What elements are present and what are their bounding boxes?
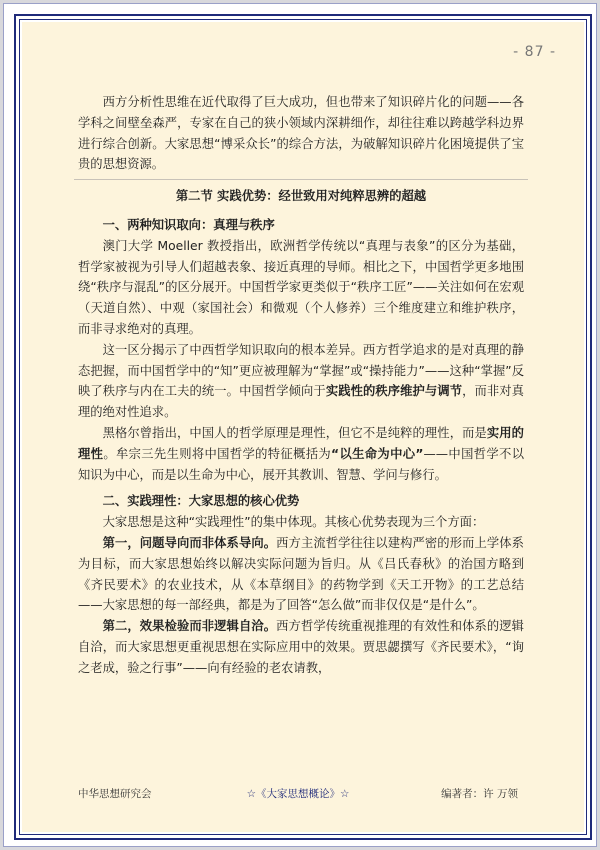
paragraph: 黑格尔曾指出，中国人的哲学原理是理性，但它不是纯粹的理性，而是实用的理性。牟宗三先生则将中国哲学的特征概括为“以生命为中心”——中国哲学不以知识为中心，而是以生命为中心，展开其教训、智慧、学问与修行。 xyxy=(78,425,524,482)
paragraph: 这一区分揭示了中西哲学知识取向的根本差异。西方哲学追求的是对真理的静态把握，而中国哲学中的“知”更应被理解为“掌握”或“操持能力”——这种“掌握”反映了秩序与内在工夫的统一。中国哲学倾向于实践性的秩序维护与调节，而非对真理的绝对性追求。 xyxy=(78,342,524,420)
footer-author: 编著者：许 万领 xyxy=(441,788,518,800)
paragraph: 第二，效果检验而非逻辑自洽。西方哲学传统重视推理的有效性和体系的逻辑自洽，而大家思想更重视思想在实际应用中的效果。贾思勰撰写《齐民要术》，“询之老成，验之行事”——向有经验的老农请教， xyxy=(78,619,524,675)
paragraph: 澳门大学 Moeller 教授指出，欧洲哲学传统以“真理与表象”的区分为基础，哲学家被视为引导人们超越表象、接近真理的导师。相比之下，中国哲学更多地围绕“秩序与混乱”的区分展开。中国哲学家更类似于“秩序工匠”——关注如何在宏观（天道自然）、中观（家国社会）和微观（个人修养）三个维度建立和维护秩序，而非寻求绝对的真理。 xyxy=(78,238,524,336)
page-number: - 87 - xyxy=(513,44,556,60)
page-content xyxy=(78,92,524,679)
page-footer xyxy=(78,786,518,804)
footer-book-title: ☆《大家思想概论》☆ xyxy=(246,788,350,800)
intro-paragraph: 西方分析性思维在近代取得了巨大成功，但也带来了知识碎片化的问题——各学科之间壁垒森严，专家在自己的狭小领域内深耕细作，却往往难以跨越学科边界进行综合创新。大家思想“博采众长”的综合方法，为破解知识碎片化困境提供了宝贵的思想资源。 xyxy=(78,95,524,172)
paragraph: 第一，问题导向而非体系导向。西方主流哲学往往以建构严密的形而上学体系为目标，而大家思想始终以解决实际问题为旨归。从《吕氏春秋》的治国方略到《齐民要术》的农业技术，从《本草纲目》的药物学到《天工开物》的工艺总结——大家思想的每一部经典，都是为了回答“怎么做”而非仅仅是“是什么”。 xyxy=(78,535,524,613)
subsection-title-1: 一、两种知识取向：真理与秩序 xyxy=(102,217,275,232)
footer-organization: 中华思想研究会 xyxy=(78,788,152,800)
divider xyxy=(74,179,528,180)
section-title: 第二节 实践优势：经世致用对纯粹思辨的超越 xyxy=(175,189,427,204)
paragraph: 大家思想是这种“实践理性”的集中体现。其核心优势表现为三个方面： xyxy=(102,515,485,530)
subsection-title-2: 二、实践理性：大家思想的核心优势 xyxy=(102,494,300,509)
